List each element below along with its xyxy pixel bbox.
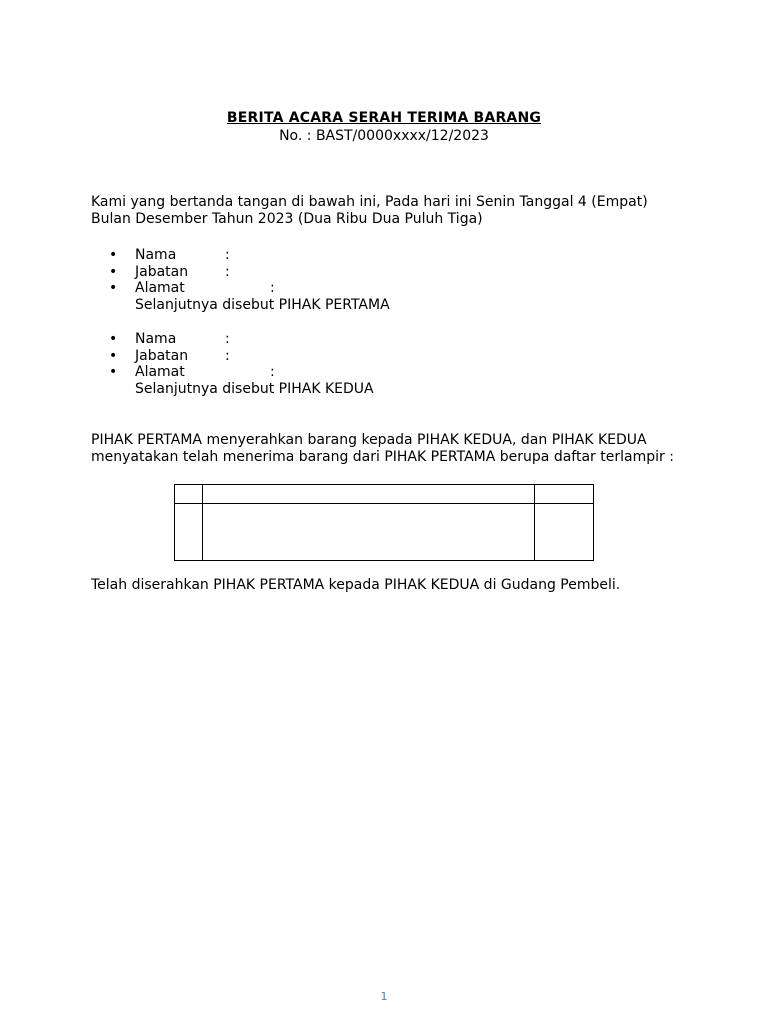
address-label: Alamat	[135, 280, 185, 297]
page-number: 1	[380, 990, 388, 1003]
handover-paragraph	[91, 432, 691, 466]
handover-line: menyatakan telah menerima barang dari PIHAK PERTAMA berupa daftar terlampir :	[91, 449, 674, 465]
address-colon: :	[270, 364, 275, 381]
name-colon: :	[225, 331, 230, 347]
party-one-block	[91, 247, 691, 314]
party-two-note: Selanjutnya disebut PIHAK KEDUA	[135, 381, 374, 398]
bullet-icon: •	[109, 364, 118, 381]
document-number: No. : BAST/0000xxxx/12/2023	[279, 128, 489, 144]
table-cell	[175, 504, 203, 561]
document-title: BERITA ACARA SERAH TERIMA BARANG	[226, 110, 542, 126]
intro-line: Kami yang bertanda tangan di bawah ini, Pada hari ini Senin Tanggal 4 (Empat)	[91, 194, 648, 210]
party-one-position-row	[91, 264, 691, 281]
position-label: Jabatan	[135, 347, 189, 364]
table-cell	[535, 504, 594, 561]
position-colon: :	[225, 263, 230, 280]
address-colon: :	[270, 280, 275, 297]
address-label: Alamat	[135, 364, 185, 381]
bullet-icon: •	[109, 247, 118, 263]
handover-line: PIHAK PERTAMA menyerahkan barang kepada PIHAK KEDUA, dan PIHAK KEDUA	[91, 432, 647, 448]
intro-paragraph	[91, 194, 691, 228]
position-colon: :	[225, 347, 230, 364]
bullet-icon: •	[109, 331, 118, 347]
party-one-note: Selanjutnya disebut PIHAK PERTAMA	[135, 297, 390, 314]
table-header-cell	[175, 485, 203, 504]
closing-line: Telah diserahkan PIHAK PERTAMA kepada PIHAK KEDUA di Gudang Pembeli.	[91, 577, 621, 593]
table-row	[175, 504, 594, 561]
name-label: Nama	[135, 247, 177, 263]
table-header-row	[175, 485, 594, 504]
table-header-cell	[535, 485, 594, 504]
table-cell	[203, 504, 535, 561]
bullet-icon: •	[109, 347, 118, 364]
name-label: Nama	[135, 331, 177, 347]
party-two-position-row	[91, 348, 691, 365]
item-list-table	[174, 484, 594, 561]
party-two-block	[91, 331, 691, 398]
name-colon: :	[225, 247, 230, 263]
intro-line: Bulan Desember Tahun 2023 (Dua Ribu Dua Puluh Tiga)	[91, 211, 483, 227]
party-one-address-row	[91, 280, 691, 297]
position-label: Jabatan	[135, 263, 189, 280]
closing-paragraph	[91, 577, 691, 594]
party-one-name-row	[91, 247, 691, 264]
party-two-name-row	[91, 331, 691, 348]
bullet-icon: •	[109, 280, 118, 297]
party-two-address-row	[91, 364, 691, 381]
bullet-icon: •	[109, 263, 118, 280]
table-header-cell	[203, 485, 535, 504]
